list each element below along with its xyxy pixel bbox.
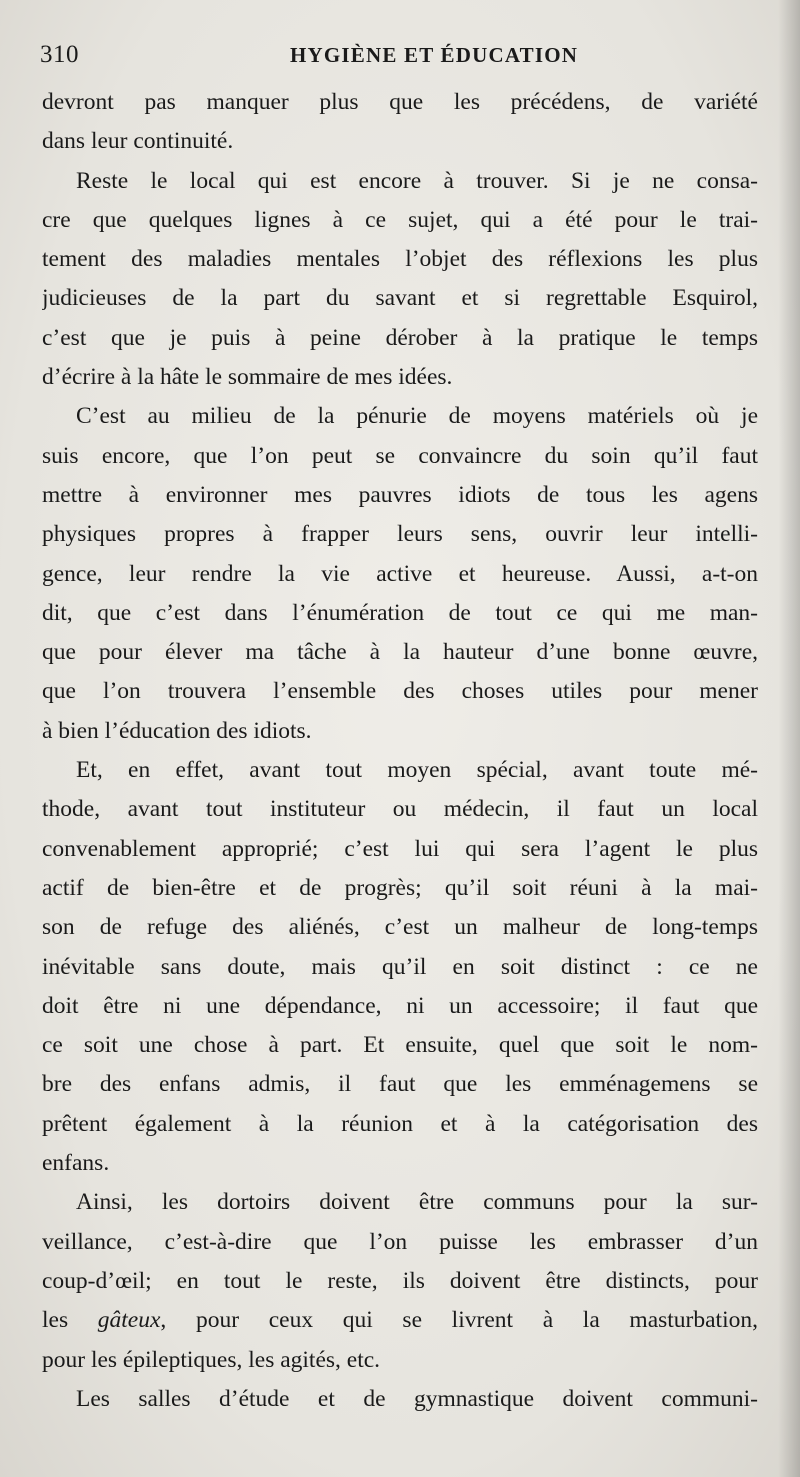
text-line: prêtent également à la réunion et à la catégorisation des: [42, 1110, 758, 1137]
text-line: Ainsi, les dortoirs doivent être communs pour la sur-: [76, 1189, 758, 1216]
text-line: thode, avant tout instituteur ou médecin, il faut un local: [42, 796, 758, 823]
text-line: cre que quelques lignes à ce sujet, qui a été pour le trai-: [42, 206, 758, 233]
text-line: d’écrire à la hâte le sommaire de mes idées.: [42, 364, 453, 391]
text-line: convenablement approprié; c’est lui qui sera l’agent le plus: [42, 835, 758, 862]
text-line: son de refuge des aliénés, c’est un malheur de long-temps: [42, 914, 758, 941]
text-line: judicieuses de la part du savant et si regrettable Esquirol,: [42, 285, 758, 312]
text-line: coup-d’œil; en tout le reste, ils doivent être distincts, pour: [42, 1267, 758, 1294]
text-segment: , pour ceux qui se livrent à la masturbation,: [160, 1307, 758, 1334]
text-line: physiques propres à frapper leurs sens, ouvrir leur intelli-: [42, 521, 758, 548]
text-line: dans leur continuité.: [42, 128, 234, 155]
text-line: que pour élever ma tâche à la hauteur d’une bonne œuvre,: [42, 639, 758, 666]
text-line: mettre à environner mes pauvres idiots de tous les agens: [42, 481, 758, 508]
page-number: 310: [40, 41, 79, 68]
text-line: gence, leur rendre la vie active et heureuse. Aussi, a-t-on: [42, 560, 758, 587]
text-line: doit être ni une dépendance, ni un accessoire; il faut que: [42, 992, 758, 1019]
text-line: c’est que je puis à peine dérober à la pratique le temps: [42, 324, 758, 351]
text-line: Et, en effet, avant tout moyen spécial, avant toute mé-: [76, 757, 758, 784]
text-line: C’est au milieu de la pénurie de moyens matériels où je: [76, 403, 758, 430]
running-title: HYGIÈNE ET ÉDUCATION: [290, 43, 579, 67]
text-line: devront pas manquer plus que les précédens, de variété: [42, 89, 758, 115]
text-line: veillance, c’est-à-dire que l’on puisse les embrasser d’un: [42, 1228, 758, 1255]
text-line: à bien l’éducation des idiots.: [42, 717, 312, 744]
text-line: que l’on trouvera l’ensemble des choses utiles pour mener: [42, 678, 758, 705]
text-segment: les: [42, 1307, 98, 1334]
text-line: inévitable sans doute, mais qu’il en soit distinct : ce ne: [42, 953, 758, 980]
text-line: actif de bien-être et de progrès; qu’il soit réuni à la mai-: [42, 874, 758, 901]
body-text: [42, 83, 758, 1419]
text-line: suis encore, que l’on peut se convaincre du soin qu’il faut: [42, 442, 758, 469]
page-edge-shadow: [778, 0, 800, 1477]
text-line: Reste le local qui est encore à trouver. Si je ne consa-: [76, 167, 758, 194]
text-line: bre des enfans admis, il faut que les emménagemens se: [42, 1071, 758, 1098]
text-line: pour les épileptiques, les agités, etc.: [42, 1346, 381, 1373]
text-line: dit, que c’est dans l’énumération de tout ce qui me man-: [42, 599, 758, 626]
text-line: tement des maladies mentales l’objet des réflexions les plus: [42, 246, 758, 273]
text-line: Les salles d’étude et de gymnastique doivent communi-: [76, 1385, 758, 1412]
page-header: [40, 38, 760, 72]
text-line: [42, 1301, 758, 1340]
text-line: enfans.: [42, 1150, 110, 1177]
text-line: ce soit une chose à part. Et ensuite, quel que soit le nom-: [42, 1032, 758, 1059]
italic-term: gâteux: [97, 1307, 161, 1334]
